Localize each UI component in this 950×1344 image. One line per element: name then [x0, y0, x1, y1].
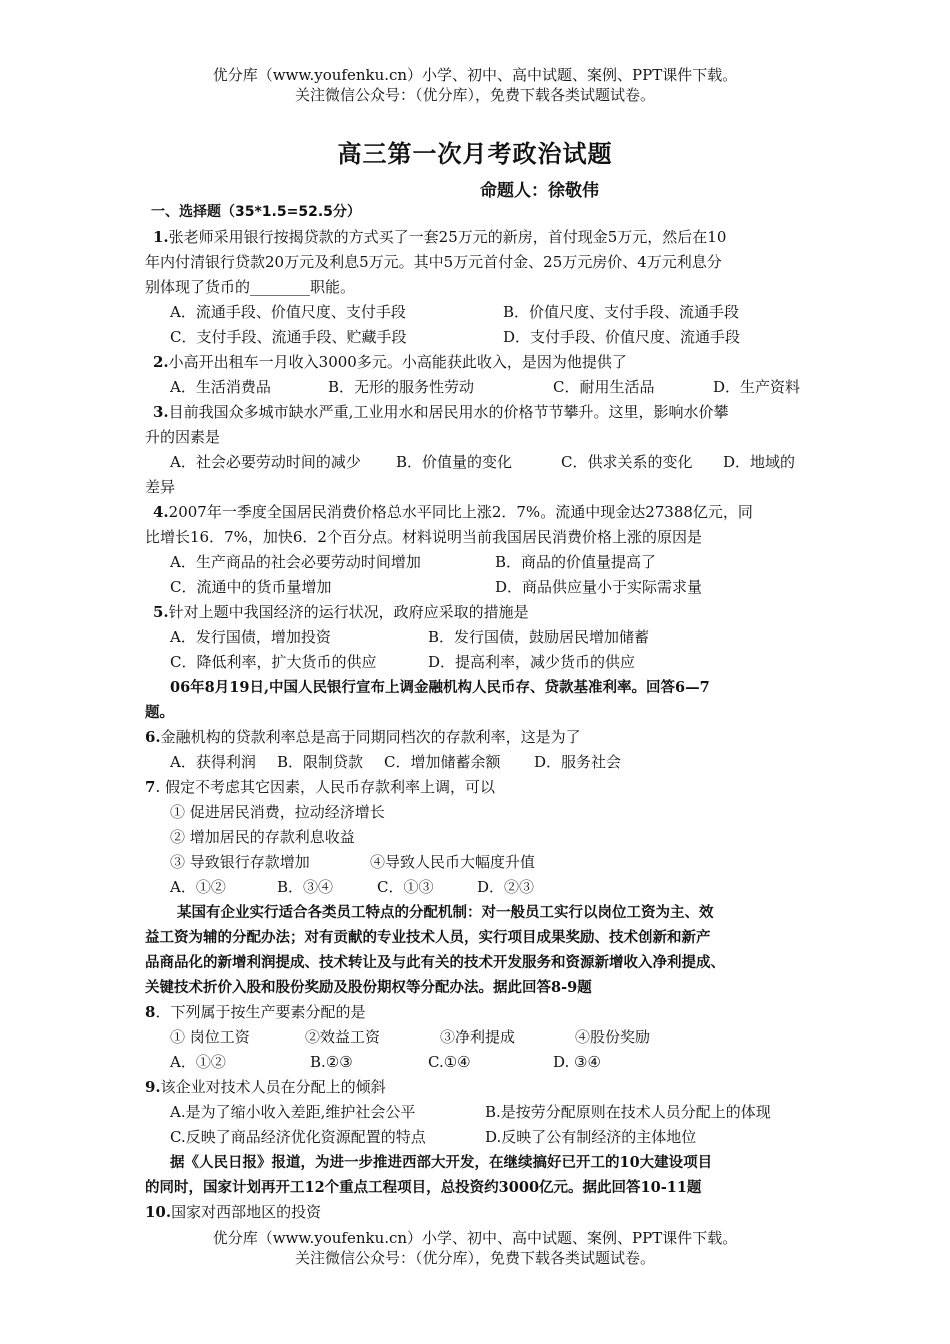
question-7-statements-34: [145, 850, 810, 875]
question-7-line: [145, 775, 810, 800]
header-line-2: 关注微信公众号：（优分库），免费下载各类试题试卷。: [294, 86, 655, 104]
material-1-line-1: 06年8月19日,中国人民银行宣布上调金融机构人民币存、贷款基准利率。回答6—7: [170, 679, 710, 696]
question-5-options-ab: [145, 625, 810, 650]
question-4-option-b: B．商品的价值量提高了: [495, 553, 657, 571]
question-9-line: [145, 1075, 810, 1100]
question-7-statement-4: ④导致人民币大幅度升值: [370, 853, 536, 871]
question-7-option-c: C．①③: [377, 878, 434, 896]
question-8-option-c: C.①④: [428, 1053, 471, 1071]
question-3-number: 3.: [153, 403, 169, 421]
question-4-option-a: A．生产商品的社会必要劳动时间增加: [170, 553, 421, 571]
question-1-option-b: B．价值尺度、支付手段、流通手段: [503, 303, 740, 321]
question-6-option-b: B．限制贷款: [277, 753, 364, 771]
question-6-number: 6.: [145, 728, 161, 746]
question-9-option-c: C.反映了商品经济优化资源配置的特点: [170, 1128, 426, 1146]
material-2-line-2: 益工资为辅的分配办法；对有贡献的专业技术人员，实行项目成果奖励、技术创新和新产: [145, 929, 711, 946]
question-4-option-d: D．商品供应量小于实际需求量: [495, 578, 703, 596]
question-7-option-b: B．③④: [277, 878, 334, 896]
question-4-text-1: 2007年一季度全国居民消费价格总水平同比上涨2．7%。流通中现金达27388亿元，同: [168, 503, 753, 521]
question-6-text: 金融机构的贷款利率总是高于同期同档次的存款利率，这是为了: [160, 728, 581, 746]
question-6-options: [145, 750, 810, 775]
question-1-options-ab: [145, 300, 810, 325]
question-8-statements: [145, 1025, 810, 1050]
material-2-line-1: 某国有企业实行适合各类员工特点的分配机制：对一般员工实行以岗位工资为主、效: [177, 904, 714, 921]
question-10-line: [145, 1200, 810, 1225]
question-9-option-a: A.是为了缩小收入差距,维护社会公平: [170, 1103, 416, 1121]
question-5-option-d: D．提高利率，减少货币的供应: [428, 653, 636, 671]
page-title: 高三第一次月考政治试题: [337, 140, 613, 168]
material-1-line-2: 题。: [145, 704, 174, 721]
question-2-option-d: D．生产资料: [713, 378, 801, 396]
exam-content: [145, 200, 810, 1225]
question-10-text: 国家对西部地区的投资: [171, 1203, 322, 1221]
question-1-text-3: 别体现了货币的________职能。: [145, 278, 356, 296]
question-4-text-2: 比增长16．7%，加快6．2个百分点。材料说明当前我国居民消费价格上涨的原因是: [145, 528, 702, 546]
footer-line-1: 优分库（www.youfenku.cn）小学、初中、高中试题、案例、PPT课件下载。: [212, 1229, 738, 1247]
question-2-number: 2.: [153, 353, 169, 371]
question-4-options-ab: [145, 550, 810, 575]
question-1-number: 1.: [153, 228, 169, 246]
question-9-text: 该企业对技术人员在分配上的倾斜: [160, 1078, 386, 1096]
question-5-option-c: C．降低利率，扩大货币的供应: [170, 653, 377, 671]
question-8-statement-4: ④股份奖励: [575, 1028, 651, 1046]
question-5-text: 针对上题中我国经济的运行状况，政府应采取的措施是: [168, 603, 529, 621]
question-4-option-c: C．流通中的货币量增加: [170, 578, 332, 596]
material-2-line-4: 关键技术折价入股和股份奖励及股份期权等分配办法。据此回答8-9题: [145, 979, 592, 996]
question-8-statement-1: ① 岗位工资: [170, 1028, 250, 1046]
question-1-option-a: A．流通手段、价值尺度、支付手段: [170, 303, 406, 321]
question-5-options-cd: [145, 650, 810, 675]
question-7-options: [145, 875, 810, 900]
question-5-number: 5.: [153, 603, 169, 621]
question-8-line: [145, 1000, 810, 1025]
question-8-text: ．下列属于按生产要素分配的是: [155, 1003, 366, 1021]
question-4-options-cd: [145, 575, 810, 600]
question-3-text-2: 升的因素是: [145, 428, 221, 446]
question-3-option-b: B．价值量的变化: [396, 453, 513, 471]
question-2-option-a: A．生活消费品: [170, 378, 271, 396]
question-7-text: . 假定不考虑其它因素，人民币存款利率上调，可以: [155, 778, 495, 796]
question-8-option-a: A．①②: [170, 1053, 226, 1071]
question-8-statement-2: ②效益工资: [305, 1028, 381, 1046]
question-1-text-2: 年内付清银行贷款20万元及利息5万元。其中5万元首付金、25万元房价、4万元利息分: [145, 253, 722, 271]
question-8-option-b: B.②③: [310, 1053, 353, 1071]
question-7-statement-2: ② 增加居民的存款利息收益: [170, 828, 355, 846]
author-line: 命题人：徐敬伟: [480, 181, 599, 201]
question-5-option-b: B．发行国债，鼓励居民增加储蓄: [428, 628, 650, 646]
question-2-option-c: C．耐用生活品: [553, 378, 655, 396]
question-5-line: [145, 600, 810, 625]
question-1-line-1: [145, 225, 810, 250]
question-6-option-c: C．增加储蓄余额: [384, 753, 501, 771]
question-7-option-d: D．②③: [477, 878, 535, 896]
question-9-options-cd: [145, 1125, 810, 1150]
question-3-option-a: A．社会必要劳动时间的减少: [170, 453, 361, 471]
question-7-option-a: A．①②: [170, 878, 226, 896]
question-2-line: [145, 350, 810, 375]
question-5-option-a: A．发行国债，增加投资: [170, 628, 331, 646]
question-9-option-d: D.反映了公有制经济的主体地位: [485, 1128, 697, 1146]
question-3-option-d-continued: 差异: [145, 478, 176, 496]
question-6-option-a: A．获得利润: [170, 753, 256, 771]
question-7-number: 7: [145, 778, 156, 796]
question-10-number: 10.: [145, 1203, 172, 1221]
question-8-options: [145, 1050, 810, 1075]
question-2-text: 小高开出租车一月收入3000多元。小高能获此收入，是因为他提供了: [168, 353, 627, 371]
footer-line-2: 关注微信公众号：（优分库），免费下载各类试题试卷。: [294, 1249, 655, 1267]
material-3-line-2: 的同时，国家计划再开工12个重点工程项目，总投资约3000亿元。据此回答10-11题: [145, 1179, 702, 1196]
section-heading: 一、选择题（35*1.5=52.5分）: [151, 204, 361, 220]
question-2-options: [145, 375, 810, 400]
question-3-option-c: C．供求关系的变化: [561, 453, 693, 471]
question-3-option-d: D．地域的: [723, 453, 796, 471]
question-7-statement-1: ① 促进居民消费，拉动经济增长: [170, 803, 385, 821]
question-1-options-cd: [145, 325, 810, 350]
question-3-line-1: [145, 400, 810, 425]
material-3-line-1: 据《人民日报》报道，为进一步推进西部大开发，在继续搞好已开工的10大建设项目: [170, 1154, 713, 1171]
question-4-line-1: [145, 500, 810, 525]
question-4-number: 4.: [153, 503, 169, 521]
question-2-option-b: B．无形的服务性劳动: [328, 378, 475, 396]
question-3-options: [145, 450, 810, 475]
question-7-statement-3: ③ 导致银行存款增加: [170, 853, 310, 871]
question-8-statement-3: ③净利提成: [440, 1028, 516, 1046]
question-6-line: [145, 725, 810, 750]
question-1-text-1: 张老师采用银行按揭贷款的方式买了一套25万元的新房，首付现金5万元，然后在10: [168, 228, 727, 246]
material-2-line-3: 品商品化的新增利润提成、技术转让及与此有关的技术开发服务和资源新增收入净利提成、: [145, 954, 725, 971]
question-9-number: 9.: [145, 1078, 161, 1096]
question-9-option-b: B.是按劳分配原则在技术人员分配上的体现: [485, 1103, 771, 1121]
question-1-option-d: D．支付手段、价值尺度、流通手段: [503, 328, 741, 346]
question-6-option-d: D．服务社会: [534, 753, 622, 771]
question-1-option-c: C．支付手段、流通手段、贮藏手段: [170, 328, 407, 346]
header-line-1: 优分库（www.youfenku.cn）小学、初中、高中试题、案例、PPT课件下载。: [212, 66, 738, 84]
question-8-number: 8: [145, 1003, 156, 1021]
question-8-option-d: D. ③④: [553, 1053, 601, 1071]
question-3-text-1: 目前我国众多城市缺水严重,工业用水和居民用水的价格节节攀升。这里，影响水价攀: [168, 403, 729, 421]
question-9-options-ab: [145, 1100, 810, 1125]
